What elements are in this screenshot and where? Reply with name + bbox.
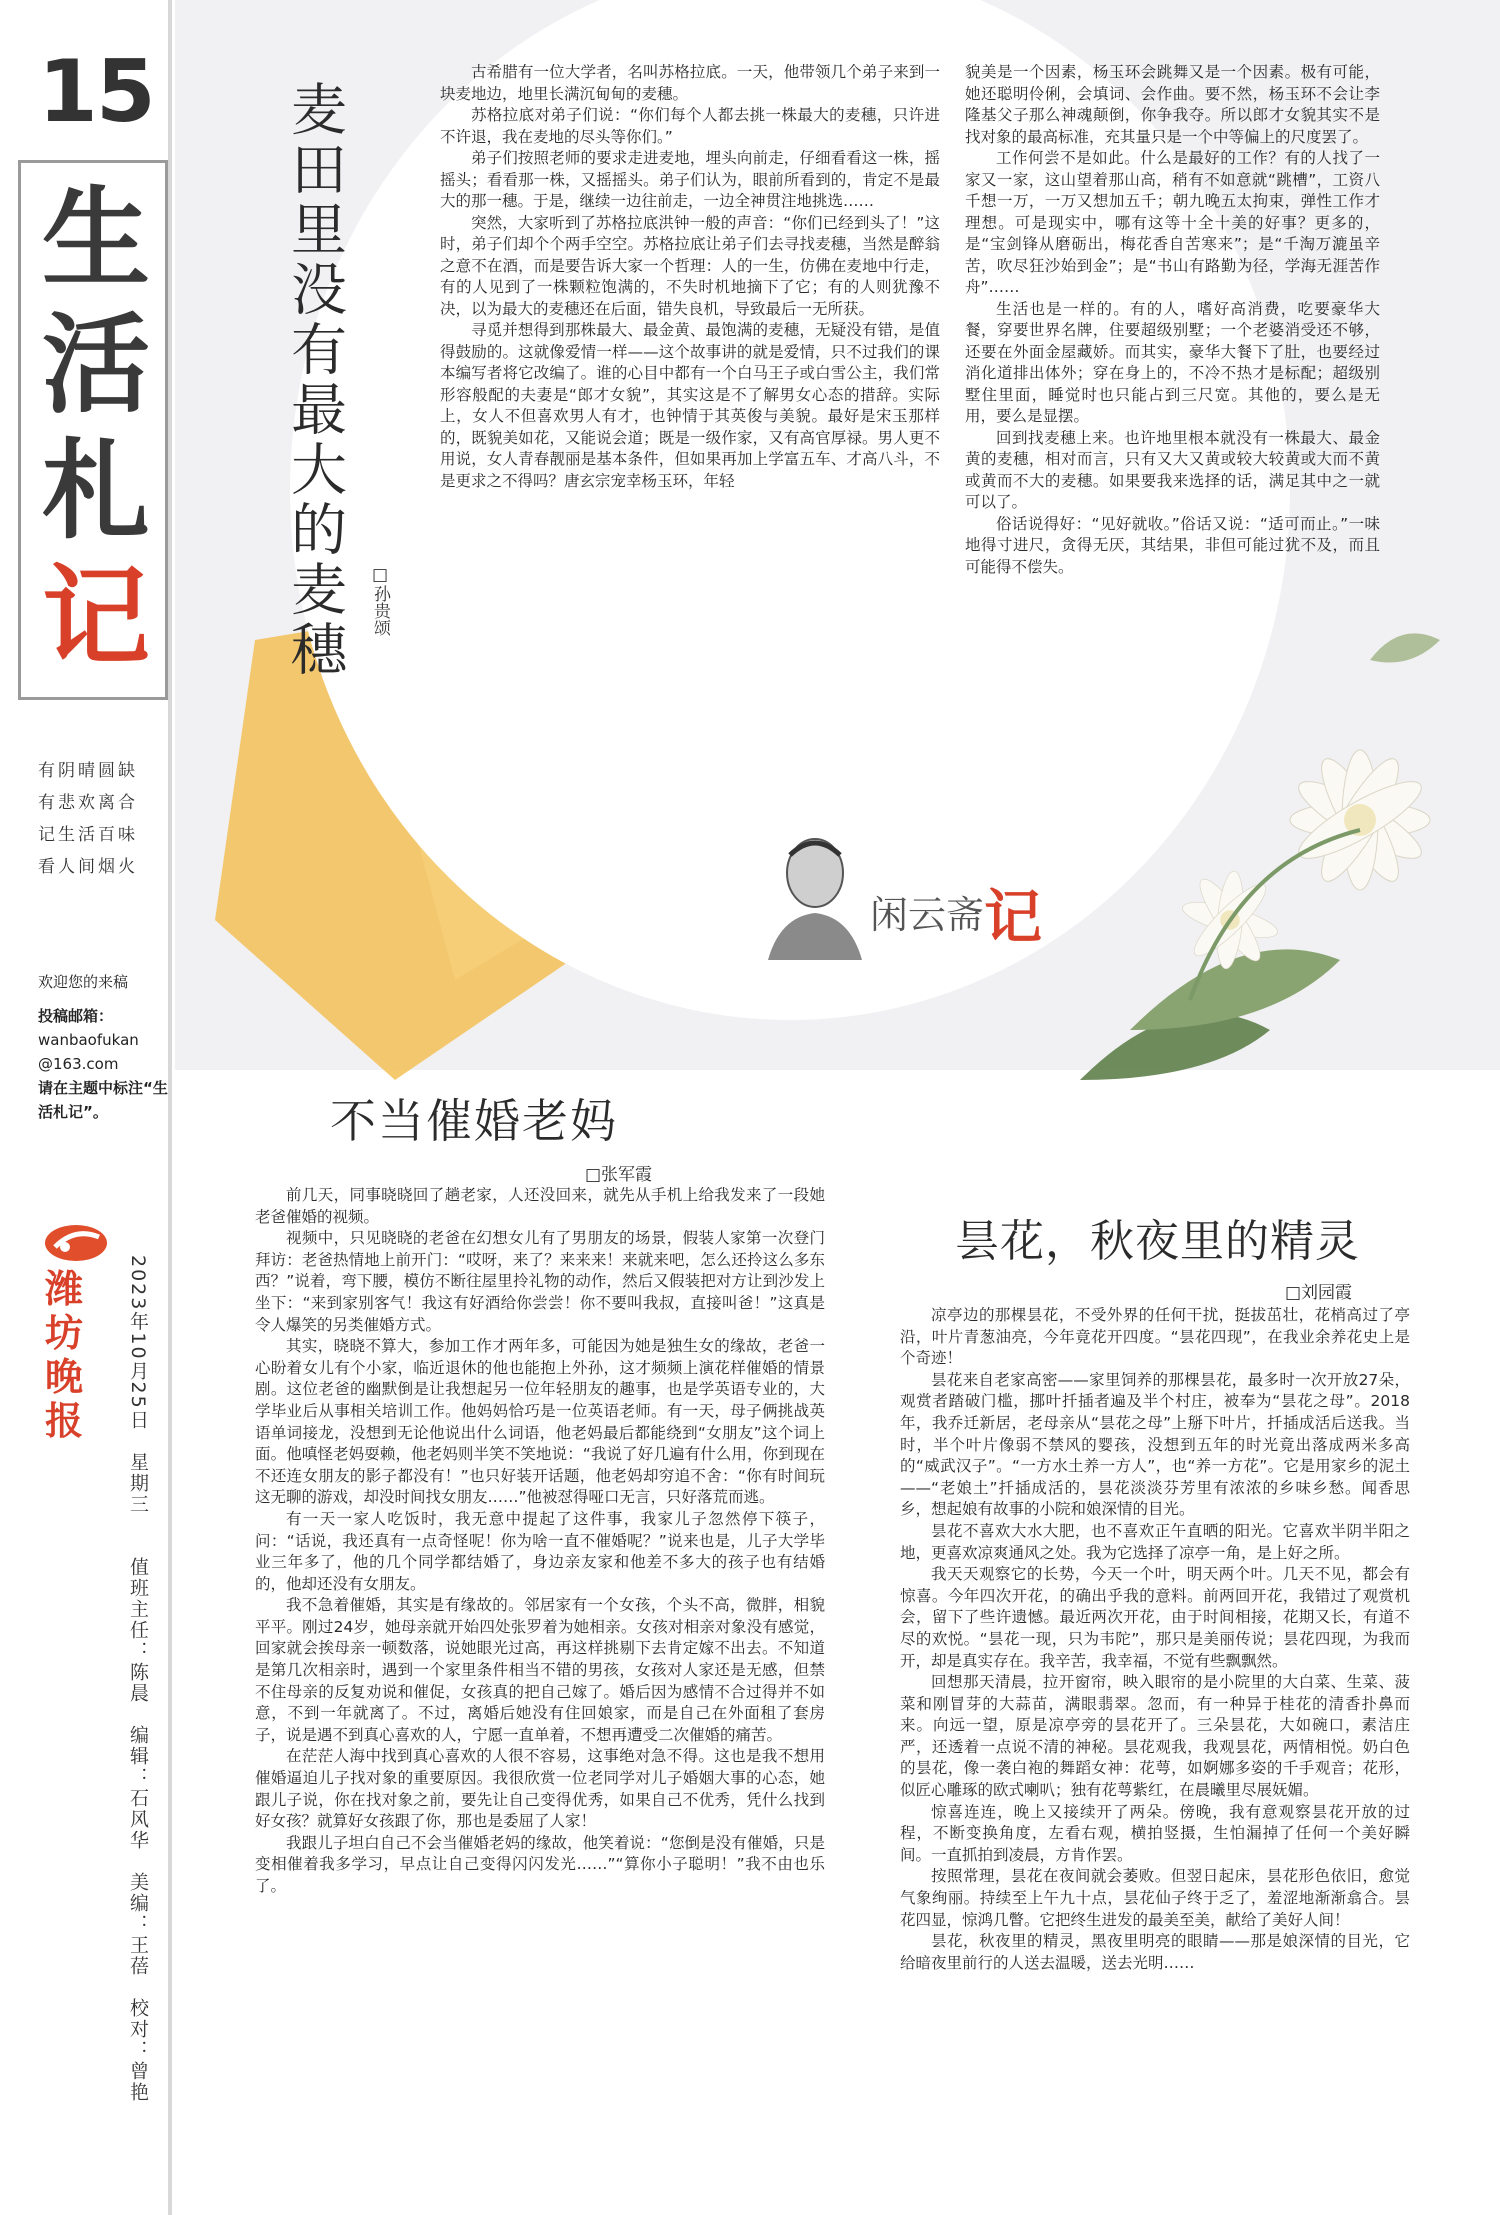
logo-emblem-icon (45, 1225, 107, 1261)
article3-author: □刘园霞 (1285, 1283, 1353, 1303)
paragraph: 工作何尝不是如此。什么是最好的工作？有的人找了一家又一家，这山望着那山高，稍有不如意就“跳槽”，工资八千想一万，一万又想加五千；朝九晚五太拘束，弹性工作才理想。可是现实中，哪有这等十全十美的好事？更多的，是“宝剑锋从磨砺出，梅花香自苦寒来”；是“千淘万漉虽辛苦，吹尽狂沙始到金”；是“书山有路勤为径，学海无涯苦作舟”…… (965, 149, 1380, 296)
article2-body (255, 1185, 825, 1898)
article1-author: □孙贵颂 (370, 565, 390, 636)
paragraph: 前几天，同事晓晓回了趟老家，人还没回来，就先从手机上给我发来了一段她老爸催婚的视频。 (255, 1186, 825, 1226)
article2-title: 不当催婚老妈 (330, 1094, 618, 1148)
paragraph: 昙花，秋夜里的精灵，黑夜里明亮的眼睛——那是娘深情的目光，它给暗夜里前行的人送去温暖，送去光明…… (900, 1932, 1410, 1972)
article1-column-2 (965, 62, 1380, 578)
article1-title: 麦田里没有最大的麦穗 (282, 80, 347, 680)
paragraph: 我不急着催婚，其实是有缘故的。邻居家有一个女孩，个头不高，微胖，相貌平平。刚过24岁，她母亲就开始四处张罗着为她相亲。女孩对相亲对象没有感觉，回家就会挨母亲一顿数落，说她眼光过高，再这样挑剔下去肯定嫁不出去。不知道是第几次相亲时，遇到一个家里条件相当不错的男孩，女孩对人家还是无感，但禁不住母亲的反复劝说和催促，女孩真的把自己嫁了。婚后因为感情不合过得并不如意，不到一年就离了。不过，离婚后她没有住回娘家，而是自己在外面租了套房子，说是遇不到真心喜欢的人，宁愿一直单着，不想再遭受二次催婚的痛苦。 (255, 1596, 825, 1744)
paragraph: 弟子们按照老师的要求走进麦地，埋头向前走，仔细看看这一株，摇摇头；看看那一株，又摇摇头。弟子们认为，眼前所看到的，肯定不是最大的那一穗。于是，继续一边往前走，一边全神贯注地挑选…… (440, 149, 940, 210)
issue-meta: 2023年10月25日 星期三 值班主任：陈晨 编辑：石风华 美编：王蓓 校对：曾艳 (127, 1255, 149, 2103)
paragraph: 凉亭边的那棵昙花，不受外界的任何干扰，挺拔茁壮，花梢高过了亭沿，叶片青葱油亮，今年竟花开四度。“昙花四现”，在我业余养花史上是个奇迹！ (900, 1306, 1410, 1368)
author-portrait (760, 825, 870, 960)
paragraph: 生活也是一样的。有的人，嗜好高消费，吃要豪华大餐，穿要世界名牌，住要超级别墅；一个老婆消受还不够，还要在外面金屋藏娇。而其实，豪华大餐下了肚，也要经过消化道排出体外；穿在身上的，不冷不热才是标配；超级别墅住里面，睡觉时也只能占到三尺宽。其他的，要么是无用，要么是显摆。 (965, 299, 1380, 425)
article3-body (900, 1305, 1410, 1974)
newspaper-logo (45, 1225, 115, 1443)
paragraph: 昙花不喜欢大水大肥，也不喜欢正午直晒的阳光。它喜欢半阴半阳之地，更喜欢凉爽通风之处。我为它选择了凉亭一角，是上好之所。 (900, 1521, 1410, 1562)
page-number: 15 (38, 42, 154, 142)
tagline-line: 有阴晴圆缺 (38, 761, 138, 781)
section-tagline (38, 755, 168, 883)
column-label-char: 闲 (870, 893, 909, 937)
paragraph: 俗话说得好：“见好就收。”俗话又说：“适可而止。”一味地得寸进尺，贪得无厌，其结果，非但可能过犹不及，而且可能得不偿失。 (965, 514, 1380, 576)
tagline-line: 记生活百味 (38, 825, 138, 845)
article2-author: □张军霞 (585, 1165, 653, 1185)
contrib-note: 请在主题中标注“生活札记”。 (38, 1079, 168, 1121)
contrib-welcome: 欢迎您的来稿 (38, 973, 129, 991)
paragraph: 寻觅并想得到那株最大、最金黄、最饱满的麦穗，无疑没有错，是值得鼓励的。这就像爱情一样——这个故事讲的就是爱情，只不过我们的课本编写者将它改编了。谁的心目中都有一个白马王子或白雪公主，我们常形容般配的夫妻是“郎才女貌”，其实这是不了解男女心态的措辞。实际上，女人不但喜欢男人有才，也钟情于其英俊与美貌。最好是宋玉那样的，既貌美如花，又能说会道；既是一级作家，又有高官厚禄。男人更不用说，女人青春靓丽是基本条件，但如果再加上学富五车、才高八斗，不是更求之不得吗？唐玄宗宠幸杨玉环，年轻 (440, 321, 940, 490)
paragraph: 惊喜连连，晚上又接续开了两朵。傍晚，我有意观察昙花开放的过程，不断变换角度，左看右观，横拍竖摄，生怕漏掉了任何一个美好瞬间。一直抓拍到凌晨，方肯作罢。 (900, 1802, 1410, 1864)
paragraph: 苏格拉底对弟子们说：“你们每个人都去挑一株最大的麦穗，只许进不许退，我在麦地的尽头等你们。” (440, 106, 940, 146)
contrib-email-line-2[interactable]: @163.com (38, 1055, 119, 1073)
paragraph: 回想那天清晨，拉开窗帘，映入眼帘的是小院里的大白菜、生菜、菠菜和刚冒芽的大蒜苗，满眼翡翠。忽而，有一种异于桂花的清香扑鼻而来。向远一望，原是凉亭旁的昙花开了。三朵昙花，大如碗口，素洁庄严，还透着一点说不清的神秘。昙花观我，我观昙花，两情相悦。奶白色的昙花，像一袭白袍的舞蹈女神：花萼，如婀娜多姿的千手观音；花形，似匠心雕琢的欧式喇叭；独有花萼紫红，在晨曦里尽展妩媚。 (900, 1673, 1410, 1800)
tagline-line: 有悲欢离合 (38, 793, 138, 813)
paragraph: 突然，大家听到了苏格拉底洪钟一般的声音：“你们已经到头了！”这时，弟子们却个个两手空空。苏格拉底让弟子们去寻找麦穗，当然是醉翁之意不在酒，而是要告诉大家一个哲理：人的一生，仿佛在麦地中行走，有的人见到了一株颗粒饱满的，不失时机地摘下了它；有的人则犹豫不决，以为最大的麦穗还在后面，错失良机，导致最后一无所获。 (440, 213, 940, 318)
section-title-box (18, 160, 168, 700)
article1-column-1 (440, 62, 940, 492)
paragraph: 有一天一家人吃饭时，我无意中提起了这件事，我家儿子忽然停下筷子，问：“话说，我还真有一点奇怪呢！你为啥一直不催婚呢？”说来也是，儿子大学毕业三年多了，他的几个同学都结婚了，身边亲友家和他差不多大的孩子也有结婚的，他却还没有女朋友。 (255, 1509, 825, 1593)
column-label (870, 870, 1055, 950)
paragraph: 昙花来自老家高密——家里饲养的那棵昙花，最多时一次开放27朵，观赏者踏破门槛，挪叶扦插者遍及半个村庄，被奉为“昙花之母”。2018年，我乔迁新居，老母亲从“昙花之母”上掰下叶片，扦插成活后送我。当时，半个叶片像弱不禁风的婴孩，没想到五年的时光竟出落成两米多高的“威武汉子”。“一方水土养一方人”，也“养一方花”。它是用家乡的泥土——“老娘土”扦插成活的，昙花淡淡芬芳里有浓浓的乡味乡愁。闻香思乡，想起娘有故事的小院和娘深情的目光。 (900, 1370, 1410, 1519)
column-label-char: 云 (908, 893, 947, 937)
paragraph: 按照常理，昙花在夜间就会萎败。但翌日起床，昙花形色依旧，愈觉气象绚丽。持续至上午九十点，昙花仙子终于乏了，羞涩地渐渐翕合。昙花四显，惊鸿几瞥。它把终生进发的最美至美，献给了美好人间！ (900, 1867, 1410, 1929)
logo-text: 潍坊晚报 (45, 1266, 84, 1443)
article3-title: 昙花，秋夜里的精灵 (955, 1216, 1360, 1267)
paragraph: 回到找麦穗上来。也许地里根本就没有一株最大、最金黄的麦穗，相对而言，只有又大又黄或较大较黄或大而不黄或黄而不大的麦穗。如果要我来选择的话，满足其中之一就可以了。 (965, 428, 1380, 511)
section-char-2: 活 (41, 302, 150, 428)
contrib-email-line-1[interactable]: wanbaofukan (38, 1031, 139, 1049)
contribution-info (38, 970, 168, 1124)
paragraph: 其实，晓晓不算大，参加工作才两年多，可能因为她是独生女的缘故，老爸一心盼着女儿有个小家，临近退休的他也能抱上外孙，这才频频上演花样催婚的情景剧。这位老爸的幽默倒是让我想起另一位年轻朋友的趣事，也是学英语专业的，大学毕业后从事相关培训工作。他妈妈恰巧是一位英语老师。有一天，母子俩挑战英语单词接龙，没想到无论他说出什么词语，他老妈最后都能绕到“女朋友”这个词上面。他嗔怪老妈耍赖，他老妈则半笑不笑地说：“我说了好几遍有什么用，你到现在不还连女朋友的影子都没有！”也只好装开话题，他老妈却穷追不舍：“你有时间玩这无聊的游戏，却没时间找女朋友……”他被怼得哑口无言，只好落荒而逃。 (255, 1337, 825, 1507)
contrib-email-label: 投稿邮箱： (38, 1007, 114, 1025)
section-char-1: 生 (41, 176, 150, 302)
paragraph: 在茫茫人海中找到真心喜欢的人很不容易，这事绝对急不得。这也是我不想用催婚逼迫儿子找对象的重要原因。我很欣赏一位老同学对儿子婚姻大事的心态，她跟儿子说，你在找对象之前，要先让自己变得优秀，如果自己不优秀，凭什么找到好女孩？就算好女孩跟了你，那也是委屈了人家！ (255, 1747, 825, 1831)
column-label-char: 斋 (946, 893, 985, 937)
section-char-4: 记 (41, 554, 150, 680)
paragraph: 我跟儿子坦白自己不会当催婚老妈的缘故，他笑着说：“您倒是没有催婚，只是变相催着我多学习，早点让自己变得闪闪发光……”“算你小子聪明！”我不由也乐了。 (255, 1833, 825, 1895)
paragraph: 视频中，只见晓晓的老爸在幻想女儿有了男朋友的场景，假装人家第一次登门拜访：老爸热情地上前开门：“哎呀，来了？来来来！来就来吧，怎么还拎这么多东西？”说着，弯下腰，模仿不断往屋里拎礼物的动作，然后又假装把对方让到沙发上坐下：“来到家别客气！我这有好酒给你尝尝！你不要叫我叔，直接叫爸！”这真是令人爆笑的另类催婚方式。 (255, 1229, 825, 1334)
paragraph: 我天天观察它的长势，今天一个叶，明天两个叶。几天不见，都会有惊喜。今年四次开花，的确出乎我的意料。前两回开花，我错过了观赏机会，留下了些许遗憾。最近两次开花，由于时间相接，花期又长，有道不尽的欢悦。“昙花一现，只为韦陀”，那只是美丽传说；昙花四现，为我而开，却是真实存在。我辛苦，我幸福，不觉有些飘飘然。 (900, 1565, 1410, 1670)
paragraph: 貌美是一个因素，杨玉环会跳舞又是一个因素。极有可能，她还聪明伶俐，会填词、会作曲。要不然，杨玉环不会让李隆基父子那么神魂颠倒，你争我夺。所以郎才女貌其实不是找对象的最高标准，充其量只是一个中等偏上的尺度罢了。 (965, 63, 1380, 146)
tagline-line: 看人间烟火 (38, 857, 138, 877)
column-label-char: 记 (984, 883, 1043, 951)
section-char-3: 札 (41, 428, 150, 554)
epiphyllum-flower-illustration (1040, 560, 1500, 1120)
paragraph: 古希腊有一位大学者，名叫苏格拉底。一天，他带领几个弟子来到一块麦地边，地里长满沉甸甸的麦穗。 (440, 63, 940, 103)
